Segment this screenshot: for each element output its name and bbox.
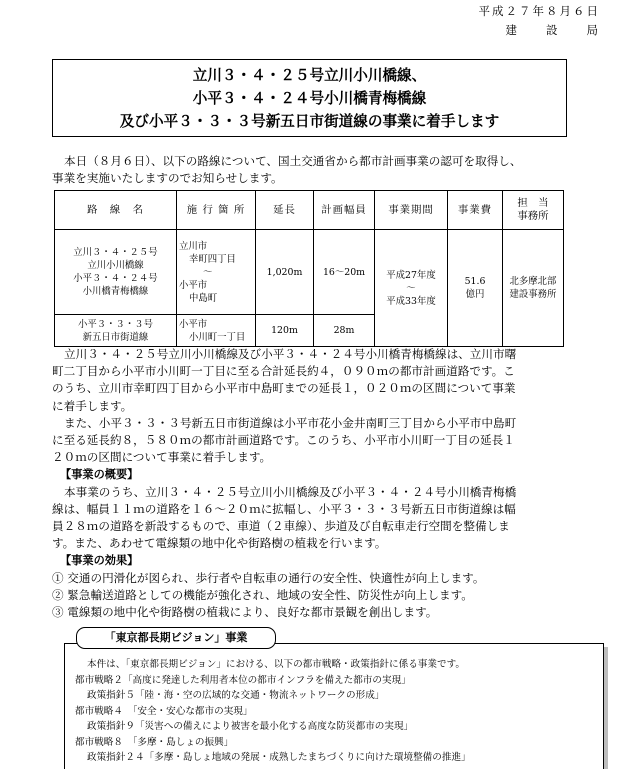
header-site: 施 行 箇 所 [177,191,256,230]
length-cell-2: 120m [256,315,314,347]
site-line: 小平市 [179,279,208,291]
route-line: 立川３・４・２５号 [73,247,158,258]
header-route: 路 線 名 [55,191,177,230]
cost-cell [448,230,503,347]
office-cell [503,230,564,347]
header-office-line: 担 当 [517,197,549,209]
intro-line: 本日（８月６日）、以下の路線について、国土交通省から都市計画事業の認可を取得し、 [64,154,522,168]
header-cost: 事業費 [448,191,503,230]
site-line: 小平市 [179,318,208,330]
effect-item [52,570,516,587]
effect-text: 交通の円滑化が図られ、歩行者や自転車の通行の安全性、快適性が向上します。 [67,570,485,585]
site-line: 中島町 [189,292,218,304]
body-line: のうち、立川市幸町四丁目から小平市中島町までの延長１，０２０ｍの区間について事業 [52,381,516,396]
width-cell-1: 16〜20m [314,230,375,315]
period-line: 〜 [406,282,416,294]
route-cell-1 [55,230,177,315]
overview-line: 本事業のうち、立川３・４・２５号立川小川橋線及び小平３・４・２４号小川橋青梅橋 [64,484,517,499]
period-line: 平成33年度 [386,295,436,307]
body-line: 町二丁目から小平市小川町一丁目に至る合計延長約４，０９０ｍの都市計画道路です。こ [52,364,515,379]
vision-content [75,657,471,766]
vision-label: 「東京都長期ビジョン」事業 [76,627,276,649]
effect-text: 電線類の地中化や街路樹の植栽により、良好な都市景観を創出します。 [67,605,438,620]
site-line: 立川市 [179,240,208,252]
length-cell-1: 1,020m [256,230,314,315]
effect-number: ③ [52,605,64,620]
overview-line: す。また、あわせて電線類の地中化や街路樹の植栽を行います。 [52,536,387,551]
vision-line: 都市戦略８ 「多摩・島しょの振興」 [75,736,234,748]
vision-line: 都市戦略４ 「安全・安心な都市の実現」 [75,705,253,717]
vision-line: 都市戦略２「高度に発達した利用者本位の都市インフラを備えた都市の実現」 [75,674,411,686]
site-cell-1 [177,230,256,315]
effect-item [52,587,516,604]
issuing-department: 建 設 局 [505,23,600,37]
width-cell-2: 28m [314,315,375,347]
body-line: ２０ｍの区間について事業に着手します。 [52,450,272,465]
overview-line: 員２８ｍの道路を新設するもので、車道（２車線）、歩道及び自転車走行空間を整備しま [52,519,510,534]
effect-number: ① [52,570,64,585]
route-line: 小平３・３・３号 [77,318,153,330]
header-period: 事業期間 [375,191,448,230]
route-line: 小平３・４・２４号 [73,273,158,284]
body-line: 立川３・４・２５号立川小川橋線及び小平３・４・２４号小川橋青梅橋線は、立川市曙 [64,347,517,361]
office-line: 建設事務所 [509,289,557,300]
effect-number: ② [52,587,64,602]
title-line-1: 立川３・４・２５号立川小川橋線、 [192,67,427,84]
cost-line: 億円 [465,289,485,300]
route-line: 新五日市街道線 [82,331,149,343]
body-line: に至る延長約８，５８０ｍの都市計画道路です。このうち、小平市小川町一丁目の延長１ [52,433,515,448]
header-office [503,191,564,230]
vision-line: 政策指針５「陸・海・空の広域的な交通・物流ネットワークの形成」 [87,690,385,701]
overview-heading: 【事業の概要】 [60,468,139,482]
site-line: 〜 [203,266,213,278]
issue-date: 平成２７年８月６日 [478,4,600,18]
header-office-line: 事務所 [517,210,549,222]
body-line: に着手します。 [52,398,133,413]
vision-box [64,643,604,769]
period-line: 平成27年度 [386,269,436,281]
vision-line: 政策指針２４「多摩・島しょ地域の発展・成熟したまちづくりに向けた環境整備の推進」 [87,752,471,763]
site-line: 小川町一丁目 [189,331,246,343]
route-cell-2 [55,315,177,347]
site-cell-2 [177,315,256,347]
vision-line: 政策指針９「災害への備えにより被害を最小化する高度な防災都市の実現」 [87,721,414,732]
body-line: また、小平３・３・３号新五日市街道線は小平市花小金井南町三丁目から小平市中島町 [64,415,517,430]
title-line-2: 小平３・４・２４号小川橋青梅橋線 [192,90,427,107]
office-line: 北多摩北部 [509,276,557,287]
effect-text: 緊急輸送道路としての機能が強化され、地域の安全性、防災性が向上します。 [67,587,473,602]
route-line: 立川小川橋線 [87,260,144,271]
header-width: 計画幅員 [314,191,375,230]
period-cell [375,230,448,347]
effect-item [52,604,516,621]
title-line-3: 及び小平３・３・３号新五日市街道線の事業に着手します [119,113,500,130]
overview-line: 線は、幅員１１ｍの道路を１６〜２０ｍに拡幅し、小平３・３・３号新五日市街道線は幅 [52,501,516,516]
title-box [52,59,567,137]
intro-line: 事業を実施いたしますのでお知らせします。 [52,171,283,186]
project-table [54,190,564,347]
effects-heading: 【事業の効果】 [60,554,139,568]
intro-paragraph [52,153,522,187]
route-line: 小川橋青梅橋線 [82,286,149,297]
header-length: 延長 [256,191,314,230]
vision-line: 本件は、「東京都長期ビジョン」における、以下の都市戦略・政策指針に係る事業です。 [87,659,465,670]
cost-line: 51.6 [464,276,486,287]
site-line: 幸町四丁目 [189,253,236,265]
body-paragraph [52,346,516,621]
